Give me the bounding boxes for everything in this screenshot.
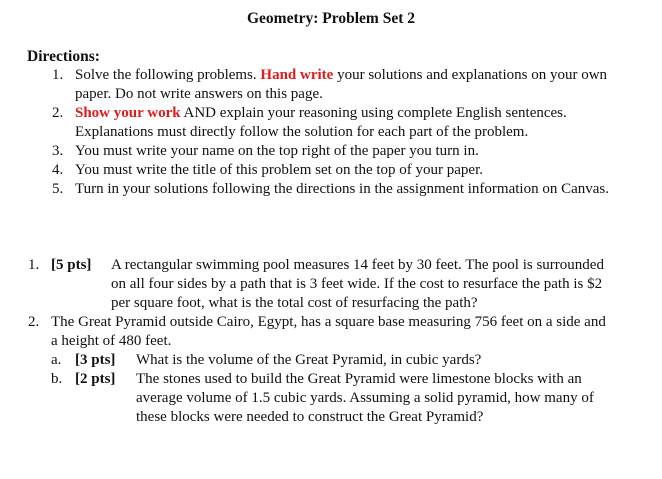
page-title: Geometry: Problem Set 2 <box>246 10 415 27</box>
problem-number: 2. <box>28 314 40 330</box>
direction-item-3 <box>52 142 615 161</box>
problem-2 <box>28 313 611 427</box>
part-text: The stones used to build the Great Pyramid were limestone blocks with an average volume of 1.5 cubic yards. Assuming a solid pyramid, how many of these blocks were needed to construct the Great Pyramid? <box>136 371 594 425</box>
problem-2b <box>51 370 605 427</box>
problem-1 <box>28 256 611 313</box>
direction-highlight: Show your work <box>75 105 181 121</box>
directions-heading: Directions: <box>27 48 100 65</box>
direction-text: You must write the title of this problem set on the top of your paper. <box>75 162 484 178</box>
problem-points: [5 pts] <box>51 257 92 273</box>
direction-item-4 <box>52 161 615 180</box>
direction-highlight: Hand write <box>260 67 334 83</box>
direction-item-2 <box>52 104 615 142</box>
problem-2-parts <box>51 351 605 427</box>
problem-2a <box>51 351 605 370</box>
problem-text: A rectangular swimming pool measures 14 feet by 30 feet. The pool is surrounded on all four sides by a path that is 3 feet wide. If the cost to resurface the path is $2 per square foot, what is the total cost of resurfacing the path? <box>111 257 604 311</box>
direction-text: AND explain your reasoning using complete English sentences. Explanations must directly follow the solution for each part of the problem. <box>75 105 567 140</box>
direction-number: 1. <box>52 67 64 83</box>
direction-item-5 <box>52 180 615 199</box>
direction-text: your solutions and explanations on your own paper. Do not write answers on this page. <box>75 67 608 102</box>
part-letter: a. <box>51 352 62 368</box>
part-points: [3 pts] <box>75 352 116 368</box>
problem-list <box>28 256 611 427</box>
direction-number: 4. <box>52 162 64 178</box>
direction-number: 2. <box>52 105 64 121</box>
problem-number: 1. <box>28 257 40 273</box>
direction-text: Turn in your solutions following the directions in the assignment information on Canvas. <box>75 181 609 197</box>
part-points: [2 pts] <box>75 371 116 387</box>
direction-item-1 <box>52 66 615 104</box>
part-text: What is the volume of the Great Pyramid, in cubic yards? <box>136 352 482 368</box>
direction-number: 5. <box>52 181 64 197</box>
directions-list <box>52 66 615 199</box>
direction-text: Solve the following problems. <box>75 67 261 83</box>
direction-number: 3. <box>52 143 64 159</box>
part-letter: b. <box>51 371 63 387</box>
direction-text: You must write your name on the top right of the paper you turn in. <box>75 143 479 159</box>
problem-text: The Great Pyramid outside Cairo, Egypt, has a square base measuring 756 feet on a side and a height of 480 feet. <box>51 314 606 349</box>
